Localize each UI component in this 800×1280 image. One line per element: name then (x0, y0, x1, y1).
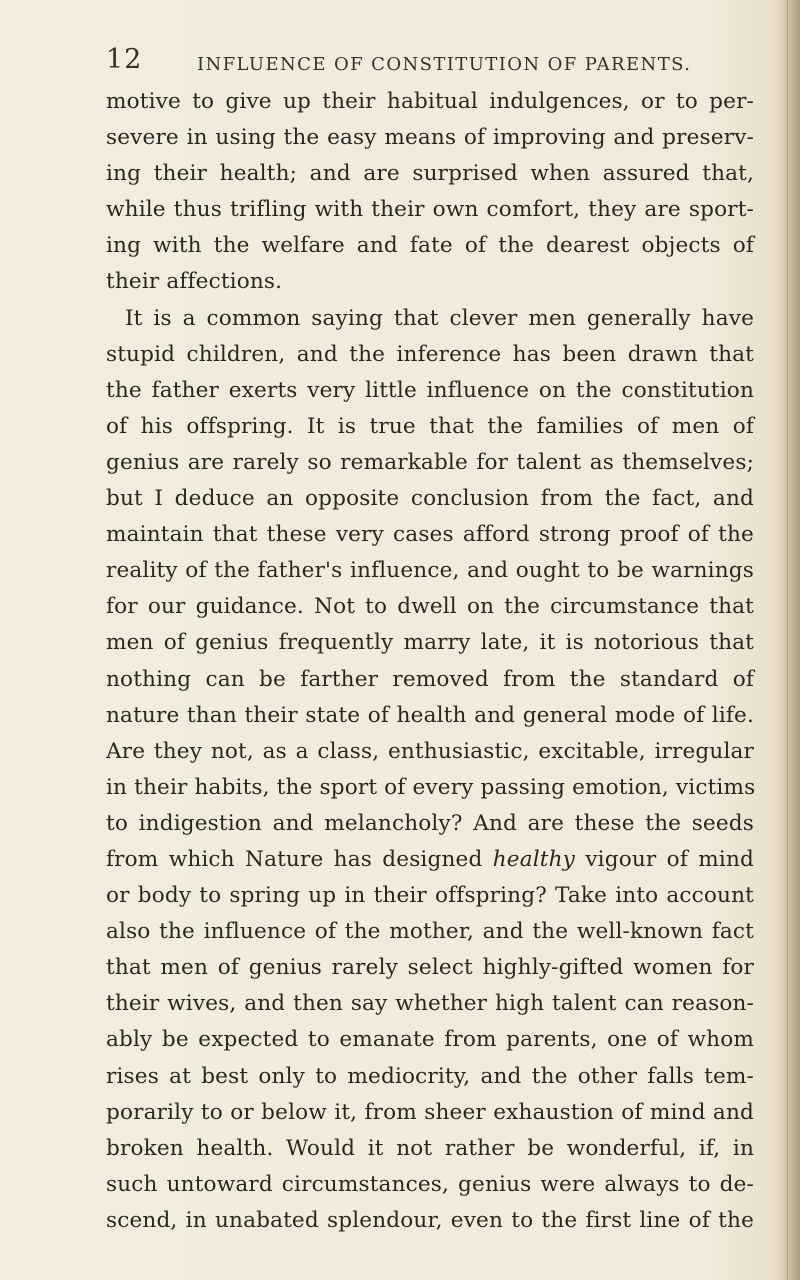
text-line: to indigestion and melancholy? And are these the seeds (106, 810, 754, 836)
page-fold-line (787, 0, 788, 1280)
text-line: their affections. (106, 269, 283, 295)
text-line: but I deduce an opposite conclusion from the fact, and (106, 486, 754, 512)
page-binding-edge (778, 0, 800, 1280)
text-line: maintain that these very cases afford strong proof of the (106, 522, 754, 548)
text-line (106, 842, 754, 878)
text-line: also the influence of the mother, and the well-known fact (106, 919, 754, 945)
text-line: their wives, and then say whether high talent can reason- (106, 991, 754, 1017)
page-number: 12 (106, 44, 143, 75)
text-line: porarily to or below it, from sheer exhaustion of mind and (106, 1099, 754, 1125)
text-segment: from which Nature has designed (106, 846, 493, 872)
text-line: for our guidance. Not to dwell on the circumstance that (106, 594, 754, 620)
text-line: ing their health; and are surprised when assured that, (106, 161, 754, 187)
text-line: broken health. Would it not rather be wonderful, if, in (106, 1135, 754, 1161)
body-text (106, 84, 754, 1239)
text-segment: vigour of mind (575, 846, 754, 872)
text-line: nothing can be farther removed from the standard of (106, 666, 754, 692)
text-line: while thus trifling with their own comfort, they are sport- (106, 197, 754, 223)
text-line: stupid children, and the inference has been drawn that (106, 341, 754, 367)
text-line: It is a common saying that clever men generally have (125, 305, 754, 331)
text-line: the father exerts very little influence on the constitution (106, 377, 754, 403)
text-line: genius are rarely so remarkable for talent as themselves; (106, 449, 754, 475)
italic-word: healthy (492, 846, 576, 872)
text-line: nature than their state of health and general mode of life. (106, 702, 754, 728)
text-line: severe in using the easy means of improving and preserv- (106, 125, 754, 151)
text-line: that men of genius rarely select highly-gifted women for (106, 955, 754, 981)
text-line: men of genius frequently marry late, it is notorious that (106, 630, 754, 656)
page-header (106, 44, 758, 80)
text-line: of his offspring. It is true that the families of men of (106, 413, 754, 439)
text-line: rises at best only to mediocrity, and the other falls tem- (106, 1063, 754, 1089)
text-line: ably be expected to emanate from parents, one of whom (106, 1027, 754, 1053)
running-title: INFLUENCE OF CONSTITUTION OF PARENTS. (197, 54, 692, 75)
text-line: ing with the welfare and fate of the dearest objects of (106, 233, 754, 259)
text-line: or body to spring up in their offspring? Take into account (106, 883, 754, 909)
text-line: Are they not, as a class, enthusiastic, excitable, irregular (106, 738, 754, 764)
text-line: reality of the father's influence, and ought to be warnings (106, 558, 754, 584)
text-line: motive to give up their habitual indulgences, or to per- (106, 89, 754, 114)
text-line: scend, in unabated splendour, even to the first line of the (106, 1207, 754, 1233)
text-line: in their habits, the sport of every passing emotion, victims (106, 774, 756, 800)
text-line: such untoward circumstances, genius were always to de- (106, 1171, 754, 1197)
